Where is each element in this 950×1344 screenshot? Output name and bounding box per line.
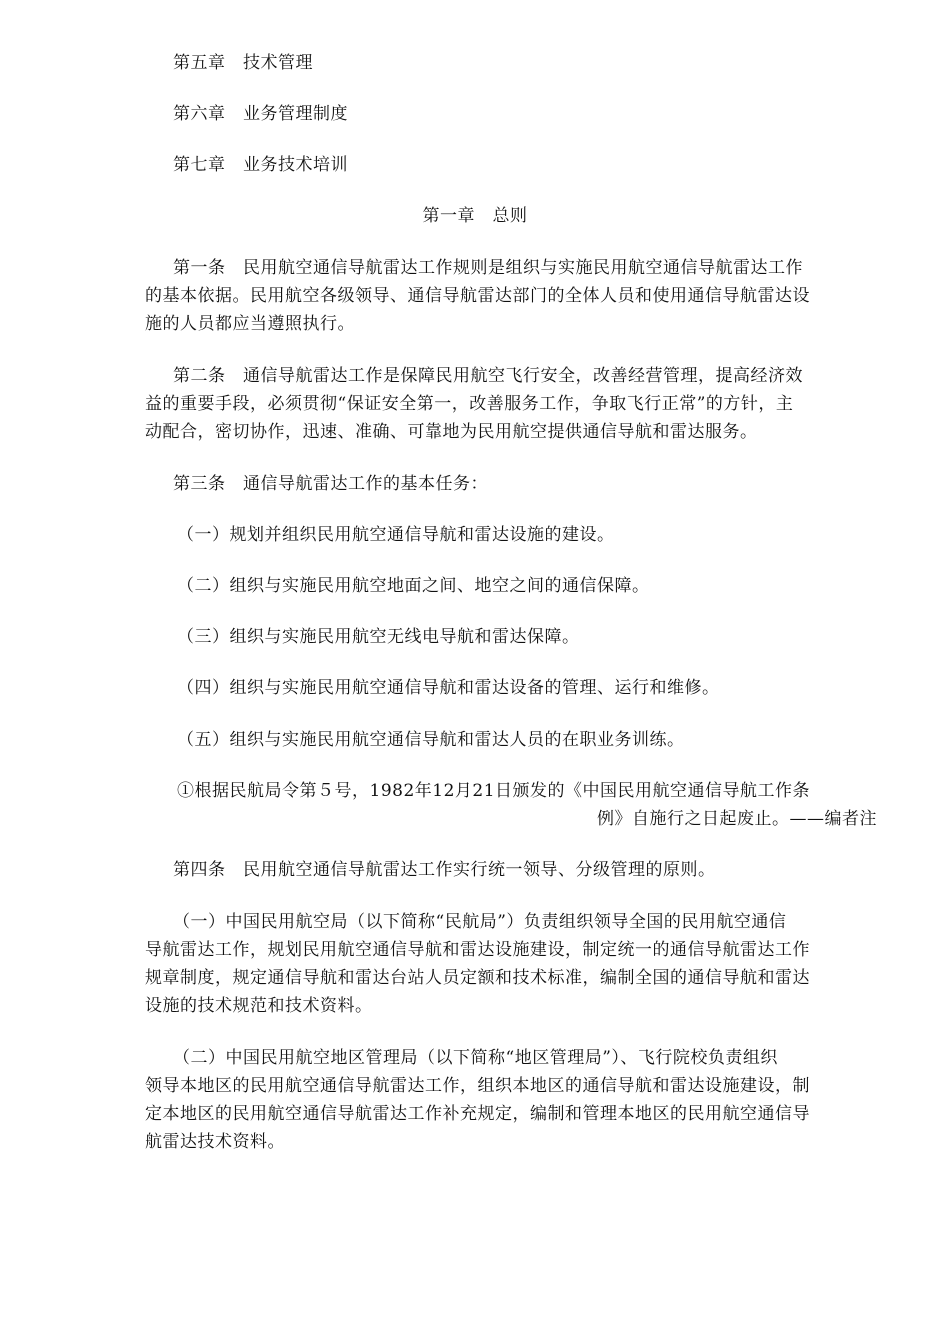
article1-line3: 施的人员都应当遵照执行。	[145, 314, 355, 334]
article3-heading: 第三条 通信导航雷达工作的基本任务：	[173, 474, 488, 494]
task-item-4: （四）组织与实施民用航空通信导航和雷达设备的管理、运行和维修。	[177, 678, 720, 698]
article4-item2-line1: （二）中国民用航空地区管理局（以下简称“地区管理局”）、飞行院校负责组织	[173, 1048, 778, 1068]
article2-line1: 第二条 通信导航雷达工作是保障民用航空飞行安全，改善经营管理，提高经济效	[173, 366, 803, 386]
task-item-5: （五）组织与实施民用航空通信导航和雷达人员的在职业务训练。	[177, 730, 685, 750]
article1-line1: 第一条 民用航空通信导航雷达工作规则是组织与实施民用航空通信导航雷达工作	[173, 258, 803, 278]
task-item-3: （三）组织与实施民用航空无线电导航和雷达保障。	[177, 627, 580, 647]
article2-line2: 益的重要手段，必须贯彻“保证安全第一，改善服务工作，争取飞行正常”的方针，主	[145, 394, 794, 414]
toc-item-chapter6: 第六章 业务管理制度	[173, 104, 348, 124]
article4-item2-line2: 领导本地区的民用航空通信导航雷达工作，组织本地区的通信导航和雷达设施建设，制	[145, 1076, 810, 1096]
toc-item-chapter7: 第七章 业务技术培训	[173, 155, 348, 175]
article4-item1-line3: 规章制度，规定通信导航和雷达台站人员定额和技术标准，编制全国的通信导航和雷达	[145, 968, 810, 988]
article4-item1-line1: （一）中国民用航空局（以下简称“民航局”）负责组织领导全国的民用航空通信	[173, 912, 787, 932]
article4-item1-line4: 设施的技术规范和技术资料。	[145, 996, 373, 1016]
article4-item1-line2: 导航雷达工作，规划民用航空通信导航和雷达设施建设，制定统一的通信导航雷达工作	[145, 940, 810, 960]
task-item-2: （二）组织与实施民用航空地面之间、地空之间的通信保障。	[177, 576, 650, 596]
article4-heading: 第四条 民用航空通信导航雷达工作实行统一领导、分级管理的原则。	[173, 860, 716, 880]
chapter-title: 第一章 总则	[422, 206, 528, 226]
toc-item-chapter5: 第五章 技术管理	[173, 53, 313, 73]
article4-item2-line3: 定本地区的民用航空通信导航雷达工作补充规定，编制和管理本地区的民用航空通信导	[145, 1104, 810, 1124]
article2-line3: 动配合，密切协作，迅速、准确、可靠地为民用航空提供通信导航和雷达服务。	[145, 422, 758, 442]
task-item-1: （一）规划并组织民用航空通信导航和雷达设施的建设。	[177, 525, 615, 545]
footnote-line2: 例》自施行之日起废止。——编者注	[597, 809, 877, 829]
footnote-line1: ①根据民航局令第５号，1982年12月21日颁发的《中国民用航空通信导航工作条	[177, 781, 811, 801]
article4-item2-line4: 航雷达技术资料。	[145, 1132, 285, 1152]
article1-line2: 的基本依据。民用航空各级领导、通信导航雷达部门的全体人员和使用通信导航雷达设	[145, 286, 810, 306]
